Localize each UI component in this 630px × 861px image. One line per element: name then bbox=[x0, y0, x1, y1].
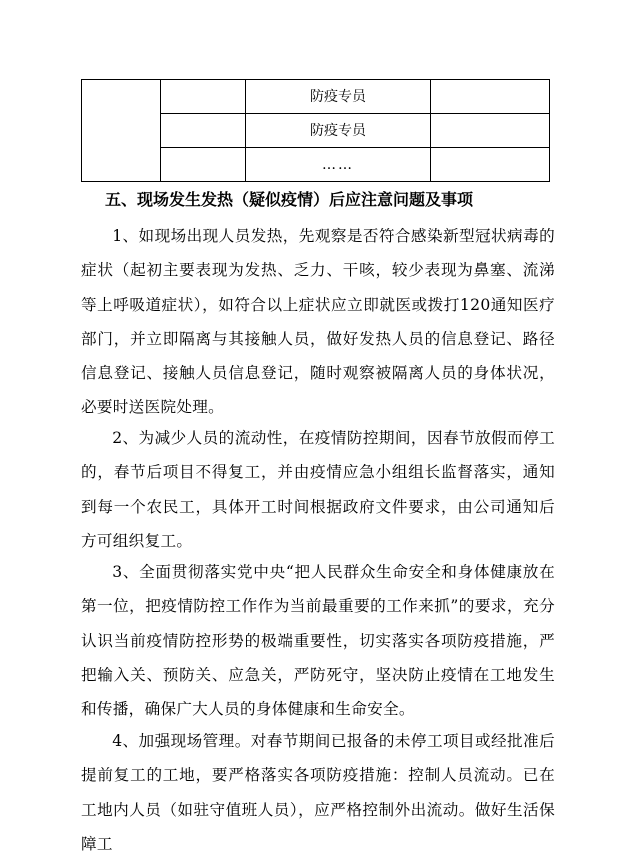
section-heading: 五、现场发生发热（疑似疫情）后应注意问题及事项 bbox=[105, 190, 474, 209]
table-cell-contact bbox=[431, 80, 550, 114]
table-cell-name bbox=[161, 80, 246, 114]
paragraph-3: 3、全面贯彻落实党中央“把人民群众生命安全和身体健康放在第一位，把疫情防控工作作为当前最重要的工作来抓”的要求，充分认识当前疫情防控形势的极端重要性，切实落实各项防疫措施，严把输入关、预防关、应急关，严防死守，坚决防止疫情在工地发生和传播，确保广大人员的身体健康和生命安全。 bbox=[81, 563, 555, 719]
epidemic-staff-table bbox=[81, 79, 550, 182]
table-cell-name bbox=[161, 148, 246, 182]
paragraph-2: 2、为减少人员的流动性，在疫情防控期间，因春节放假而停工的，春节后项目不得复工，并由疫情应急小组组长监督落实，通知到每一个农民工，具体开工时间根据政府文件要求，由公司通知后方可组织复工。 bbox=[81, 429, 555, 550]
table-cell-role: …… bbox=[246, 148, 431, 182]
table-cell-contact bbox=[431, 114, 550, 148]
table-cell-name bbox=[161, 114, 246, 148]
table-cell-role: 防疫专员 bbox=[246, 114, 431, 148]
table-cell-role: 防疫专员 bbox=[246, 80, 431, 114]
table-row bbox=[82, 80, 550, 114]
paragraph-4: 4、加强现场管理。对春节期间已报备的未停工项目或经批准后提前复工的工地，要严格落实各项防疫措施：控制人员流动。已在工地内人员（如驻守值班人员），应严格控制外出流动。做好生活保障工 bbox=[81, 732, 555, 853]
table-cell-group bbox=[82, 80, 161, 182]
paragraph-1: 1、如现场出现人员发热，先观察是否符合感染新型冠状病毒的症状（起初主要表现为发热、乏力、干咳，较少表现为鼻塞、流涕等上呼吸道症状），如符合以上症状应立即就医或拨打120通知医疗部门，并立即隔离与其接触人员，做好发热人员的信息登记、路径信息登记、接触人员信息登记，随时观察被隔离人员的身体状况，必要时送医院处理。 bbox=[81, 227, 555, 417]
table-cell-contact bbox=[431, 148, 550, 182]
